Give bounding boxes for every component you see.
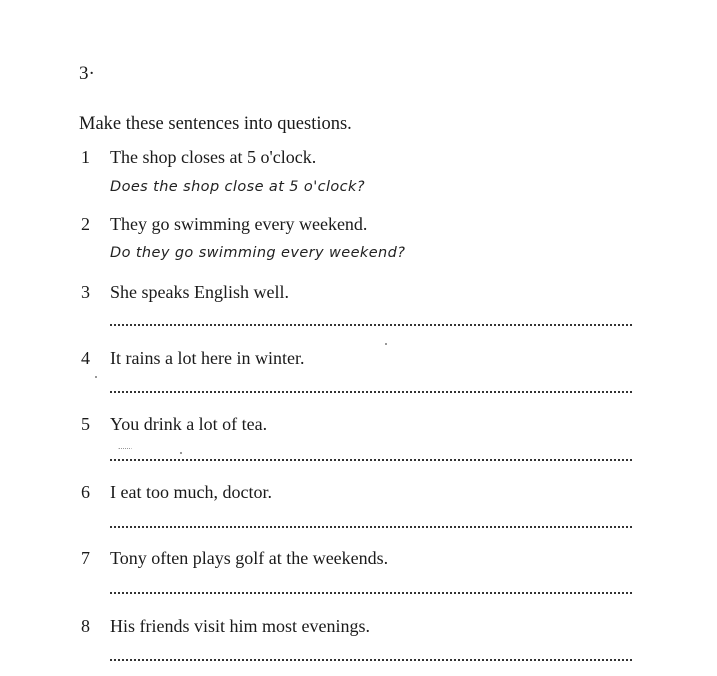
item-sentence: The shop closes at 5 o'clock. — [110, 147, 317, 167]
answer-line[interactable] — [110, 324, 632, 326]
item-answer: Does the shop close at 5 o'clock? — [110, 179, 365, 195]
scan-speck — [385, 343, 387, 345]
scan-speck — [95, 376, 97, 378]
item-answer: Do they go swimming every weekend? — [110, 245, 406, 261]
item-sentence: They go swimming every weekend. — [110, 214, 368, 234]
answer-line[interactable] — [110, 526, 632, 528]
answer-line[interactable] — [110, 459, 632, 461]
item-number: 8 — [81, 616, 90, 636]
scan-speck — [180, 452, 182, 454]
exercise-number: 3· — [79, 63, 95, 84]
answer-line[interactable] — [110, 592, 632, 594]
item-sentence: It rains a lot here in winter. — [110, 348, 305, 368]
item-number: 3 — [81, 282, 90, 302]
item-sentence: You drink a lot of tea. — [110, 414, 268, 434]
item-number: 5 — [81, 414, 90, 434]
item-number: 6 — [81, 482, 90, 502]
instruction-text: Make these sentences into questions. — [79, 114, 352, 134]
scan-smudge — [118, 448, 132, 455]
item-sentence: She speaks English well. — [110, 282, 289, 302]
item-sentence: His friends visit him most evenings. — [110, 616, 370, 636]
answer-line[interactable] — [110, 659, 632, 661]
item-number: 1 — [81, 147, 90, 167]
answer-line[interactable] — [110, 391, 632, 393]
item-sentence: Tony often plays golf at the weekends. — [110, 548, 389, 568]
item-sentence: I eat too much, doctor. — [110, 482, 272, 502]
item-number: 4 — [81, 348, 90, 368]
item-number: 7 — [81, 548, 90, 568]
item-number: 2 — [81, 214, 90, 234]
